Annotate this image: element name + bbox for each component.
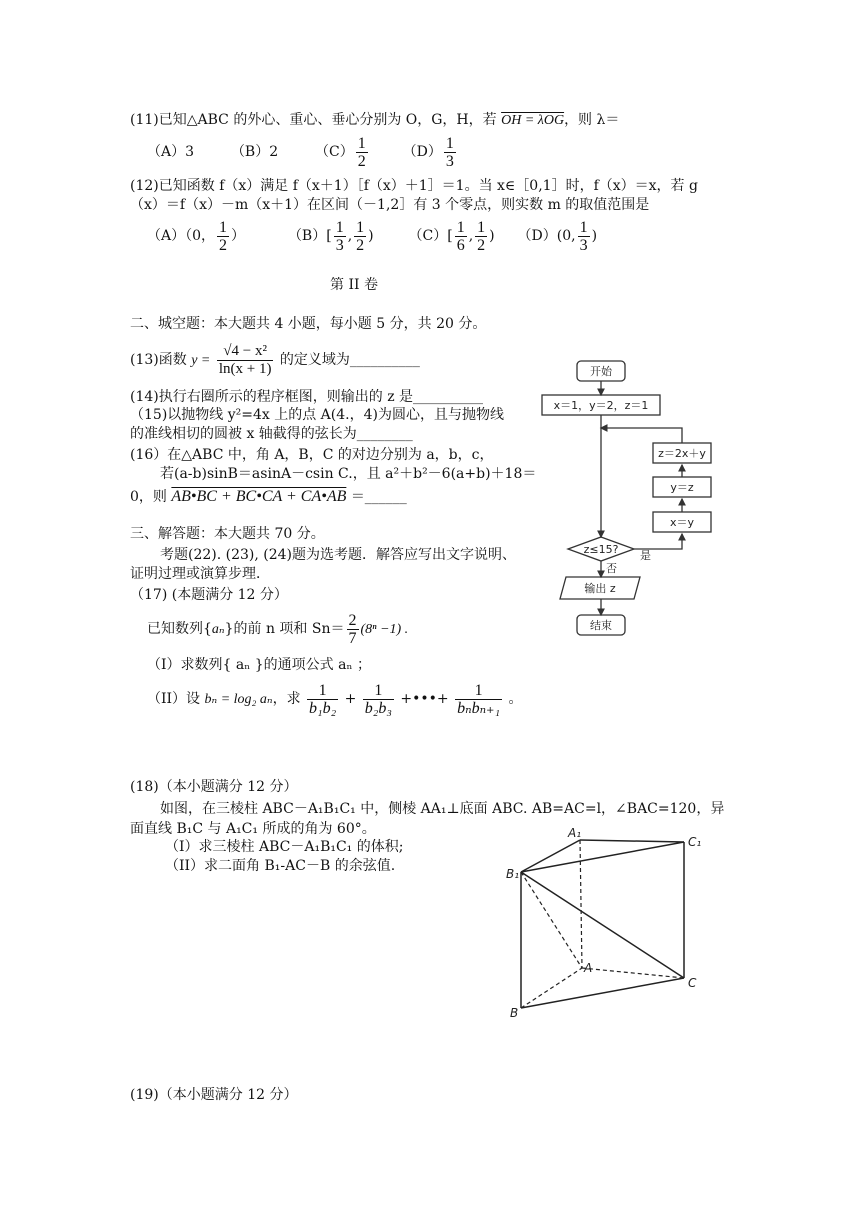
q12-line1: (12)已知函数 f（x）满足 f（x＋1）［f（x）＋1］＝1。当 x∈［0,1］时，f（x）＝x，若 g — [130, 178, 698, 194]
q12-line2: （x）＝f（x）－m（x＋1）在区间（－1,2］有 3 个零点，则实数 m 的取值范围是 — [130, 197, 650, 213]
flowchart-step-x-label: x＝y — [669, 516, 695, 529]
q15-line1: （15)以抛物线 y²=4x 上的点 A(4.，4)为圆心，且与抛物线 — [130, 407, 504, 423]
flowchart-end-label: 结束 — [590, 619, 612, 632]
q17-given: 已知数列{aₙ}的前 n 项和 Sn＝ $\frac{2}{7}$ (8ⁿ −1) . — [147, 611, 409, 647]
q18-line1: 如图，在三棱柱 ABC－A₁B₁C₁ 中，侧棱 AA₁⊥底面 ABC. AB=AC=l，∠BAC=120，异 — [160, 801, 725, 817]
q18-part2: （II）求二面角 B₁-AC－B 的余弦值. — [165, 858, 396, 874]
q18-part1: （I）求三棱柱 ABC－A₁B₁C₁ 的体积; — [165, 839, 404, 855]
q17-part1: （I）求数列{ aₙ }的通项公式 aₙ ； — [147, 657, 371, 673]
q16-line3: 0，则 AB•BC + BC•CA + CA•AB ＝______ — [130, 488, 407, 505]
flowchart-condition-label: z≤15? — [583, 543, 619, 556]
q11-option-c: （C） $\frac{1}{2}$ — [315, 134, 366, 170]
flowchart-yes-label: 是 — [640, 549, 651, 562]
q12-options — [147, 218, 597, 254]
q11-stem — [130, 111, 619, 130]
q11-tail: ，则 λ＝ — [564, 112, 620, 128]
flowchart-init-label: x＝1，y＝2，z＝1 — [553, 399, 649, 412]
q11-text: (11)已知△ABC 的外心、重心、垂心分别为 O，G，H，若 — [130, 112, 497, 128]
q17-title: （17) (本题满分 12 分） — [130, 587, 288, 603]
q12-option-b: （B）[ $\frac{1}{3}$ , $\frac{1}{2}$ ) — [287, 218, 374, 254]
flowchart-diagram — [530, 355, 730, 645]
part2-title: 第 II 卷 — [330, 277, 378, 293]
q15-line2: 的准线相切的圆被 x 轴截得的弦长为________ — [130, 426, 413, 442]
prism-label-c1: C₁ — [688, 835, 702, 849]
q16-line1: (16）在△ABC 中，角 A，B，C 的对边分别为 a，b，c， — [130, 447, 494, 463]
prism-diagram — [500, 822, 725, 1022]
section2-title: 二、城空题：本大题共 4 小题，每小题 5 分，共 20 分。 — [130, 316, 487, 332]
section3-title: 三、解答题：本大题共 70 分。 — [130, 526, 325, 542]
flowchart-step-y-label: y＝z — [670, 481, 694, 494]
flowchart-output-label: 输出 z — [584, 582, 616, 595]
q18-line2: 面直线 B₁C 与 A₁C₁ 所成的角为 60°。 — [130, 821, 376, 837]
q11-vector-equation: OH = λOG — [501, 113, 565, 128]
prism-label-a1: A₁ — [568, 826, 582, 840]
q13: (13)函数 y = $\frac{\text{√4 − x²}}{\ln(x + 1)}$ 的定义域为__________ — [130, 342, 420, 377]
prism-label-b1: B₁ — [506, 867, 520, 881]
flowchart-start-label: 开始 — [590, 365, 612, 378]
prism-label-c: C — [688, 976, 697, 990]
q19-title: (19)（本小题满分 12 分） — [130, 1087, 298, 1103]
q16-line2: 若(a-b)sinB＝asinA－csin C.，且 a²＋b²－6(a+b)＋18＝ — [160, 466, 537, 482]
q12-option-d: （D）(0, $\frac{1}{3}$ ) — [517, 218, 598, 254]
q12-option-a: （A）（0， $\frac{1}{2}$ ） — [147, 218, 246, 254]
q11-options — [147, 134, 458, 170]
section3-note-line1: 考题(22). (23), (24)题为选考题．解答应写出文字说明、 — [160, 547, 517, 563]
q11-option-d: （D） $\frac{1}{3}$ — [402, 134, 454, 170]
flowchart-no-label: 否 — [606, 562, 617, 575]
q14: (14)执行右圈所示的程序框图，则输出的 z 是__________ — [130, 389, 484, 405]
q11-option-b: （B）2 — [230, 144, 279, 160]
q18-title: (18)（本小题满分 12 分） — [130, 779, 298, 795]
flowchart-step-z-label: z＝2x＋y — [658, 447, 706, 460]
q17-part2: （II）设 bₙ = log₂ aₙ，求 $\frac{1}{\text{b₁b₂}}$ + $\frac{1}{\text{b₂b₃}}$ +•••+ $\frac{1}{\text{bₙbₙ₊₁}}$ 。 — [147, 681, 523, 717]
q12-option-c: （C）[ $\frac{1}{6}$ , $\frac{1}{2}$ ) — [408, 218, 495, 254]
prism-label-b: B — [510, 1006, 519, 1020]
section3-note-line2: 证明过理或演算步理． — [130, 566, 270, 582]
prism-label-a: A — [584, 961, 593, 975]
q11-option-a: （A）3 — [147, 144, 195, 160]
